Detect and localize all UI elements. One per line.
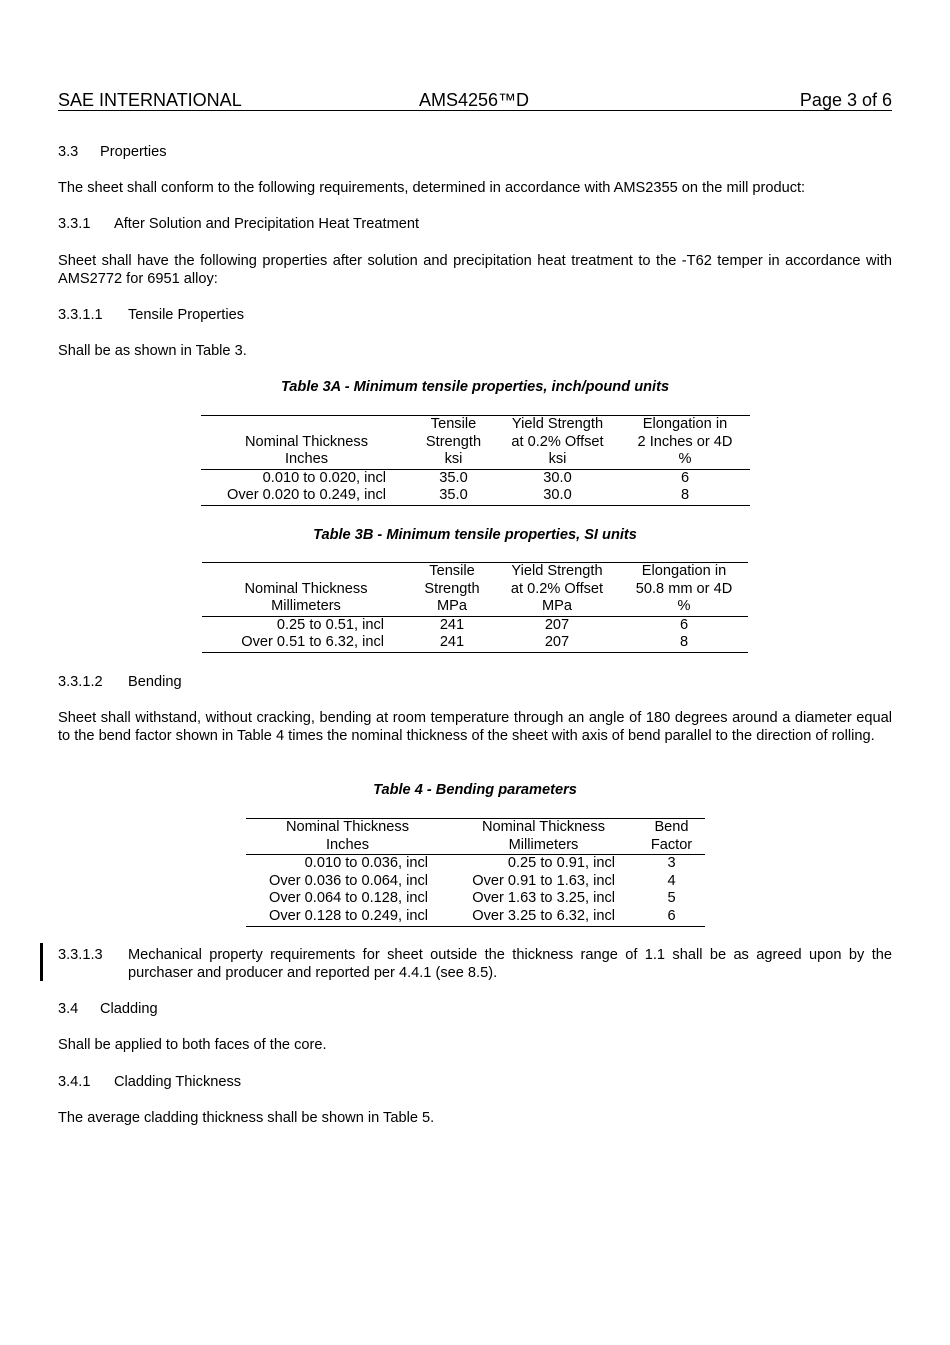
- table-cell: Over 3.25 to 6.32, incl: [449, 908, 638, 926]
- header-cell: at 0.2% Offset: [510, 580, 604, 597]
- table-row: [201, 469, 750, 487]
- table-cell: 6: [679, 616, 689, 633]
- section-number: 3.3.1.3: [58, 947, 103, 963]
- table-cell: 35.0: [412, 487, 495, 505]
- section-title: After Solution and Precipitation Heat Treatment: [114, 216, 420, 232]
- table-cell: 4: [667, 872, 676, 889]
- table-cell: 0.010 to 0.020, incl: [262, 469, 386, 486]
- header-organization: SAE INTERNATIONAL: [58, 90, 242, 110]
- header-cell: Nominal Thickness: [449, 819, 638, 837]
- header-cell: Strength: [424, 580, 480, 597]
- header-cell: Elongation in: [620, 416, 750, 434]
- header-cell: Nominal Thickness: [244, 580, 368, 597]
- header-cell: Yield Strength: [495, 416, 620, 434]
- section-title: Tensile Properties: [128, 307, 244, 323]
- table-header-row: [202, 563, 748, 581]
- table-3b-caption: Table 3B - Minimum tensile properties, SI units: [313, 527, 637, 543]
- table-cell: 5: [667, 890, 676, 907]
- header-cell: %: [620, 598, 748, 616]
- table-cell: Over 1.63 to 3.25, incl: [472, 890, 615, 907]
- table-cell: 6: [638, 908, 705, 926]
- table-4-caption: Table 4 - Bending parameters: [373, 782, 577, 798]
- section-number: 3.4.1: [58, 1074, 91, 1090]
- section-number: 3.3.1.2: [58, 674, 103, 690]
- section-3-3-1-paragraph: Sheet shall have the following properties after solution and precipitation heat treatment to the -T62 temper in accordance with AMS2772 for 6951 alloy:: [58, 253, 892, 287]
- section-number: 3.4: [58, 1001, 79, 1017]
- header-cell: at 0.2% Offset: [511, 433, 604, 450]
- table-3b: [202, 562, 748, 653]
- table-row: [202, 634, 748, 652]
- section-3-3-1-heading: [58, 215, 892, 233]
- header-cell: MPa: [410, 598, 494, 616]
- header-page-number: Page 3 of 6: [799, 90, 892, 110]
- section-3-4-paragraph: Shall be applied to both faces of the core.: [58, 1037, 327, 1053]
- header-cell: Millimeters: [202, 598, 410, 616]
- header-cell: Inches: [201, 451, 412, 469]
- table-row: [201, 487, 750, 505]
- table-cell: 3: [667, 855, 676, 872]
- header-cell: MPa: [494, 598, 620, 616]
- table-cell: Over 0.020 to 0.249, incl: [201, 487, 412, 505]
- header-cell: Tensile: [410, 563, 494, 581]
- section-title: Cladding Thickness: [114, 1074, 242, 1090]
- table-row: [246, 855, 705, 873]
- header-cell: Nominal Thickness: [246, 819, 449, 837]
- section-3-3-1-3: [58, 946, 892, 982]
- section-3-3-1-3-paragraph: Mechanical property requirements for sheet outside the thickness range of 1.1 shall be as agreed upon by the purchaser and producer and reported per 4.4.1 (see 8.5).: [128, 947, 892, 981]
- section-3-3-paragraph: The sheet shall conform to the following requirements, determined in accordance with AMS2355 on the mill product:: [58, 180, 806, 196]
- table-header-row: [201, 416, 750, 434]
- table-cell: 8: [620, 487, 750, 505]
- table-header-row: [246, 819, 705, 837]
- table-header-row: [201, 451, 750, 469]
- table-4: [246, 818, 705, 927]
- table-cell: 0.25 to 0.51, incl: [276, 616, 384, 633]
- section-3-3-1-2-paragraph: Sheet shall withstand, without cracking, bending at room temperature through an angle of 180 degrees around a diameter equal to the bend factor shown in Table 4 times the nominal thickness of the sheet with axis of bend parallel to the direction of rolling.: [58, 710, 892, 744]
- table-cell: 6: [680, 469, 690, 486]
- table-cell: 207: [544, 616, 570, 633]
- table-cell: 30.0: [543, 469, 572, 486]
- table-cell: Over 0.064 to 0.128, incl: [268, 890, 428, 907]
- header-cell: 50.8 mm or 4D: [635, 580, 733, 597]
- section-3-4-1-paragraph: The average cladding thickness shall be shown in Table 5.: [58, 1110, 435, 1126]
- section-3-3-1-1-heading: [58, 306, 892, 324]
- section-3-3-1-2-heading: [58, 673, 892, 691]
- table-cell: Over 0.036 to 0.064, incl: [268, 872, 428, 889]
- table-header-row: [202, 581, 748, 599]
- header-cell: [202, 563, 410, 581]
- section-title: Bending: [128, 674, 182, 690]
- header-cell: Tensile: [412, 416, 495, 434]
- section-3-4-1-heading: [58, 1073, 892, 1091]
- section-3-4-heading: [58, 1000, 892, 1018]
- table-cell: 207: [494, 634, 620, 652]
- table-cell: Over 0.51 to 6.32, incl: [202, 634, 410, 652]
- table-cell: Over 0.91 to 1.63, incl: [472, 872, 615, 889]
- header-cell: [201, 416, 412, 434]
- section-title: Cladding: [100, 1001, 158, 1017]
- section-number: 3.3.1.1: [58, 307, 103, 323]
- table-cell: 241: [410, 634, 494, 652]
- header-cell: Inches: [246, 837, 449, 855]
- table-3a-caption: Table 3A - Minimum tensile properties, inch/pound units: [280, 379, 670, 395]
- section-3-3-heading: [58, 143, 892, 161]
- table-cell: 30.0: [495, 487, 620, 505]
- table-header-row: [201, 434, 750, 452]
- table-row: [246, 908, 705, 926]
- header-cell: Millimeters: [449, 837, 638, 855]
- table-row: [202, 616, 748, 634]
- table-header-row: [246, 837, 705, 855]
- table-header-row: [202, 598, 748, 616]
- section-number: 3.3.1: [58, 216, 91, 232]
- table-cell: Over 0.128 to 0.249, incl: [246, 908, 449, 926]
- header-cell: %: [620, 451, 750, 469]
- section-3-3-1-1-paragraph: Shall be as shown in Table 3.: [58, 343, 247, 359]
- header-cell: ksi: [412, 451, 495, 469]
- header-cell: Factor: [638, 837, 705, 855]
- header-cell: Bend: [638, 819, 705, 837]
- header-cell: Elongation in: [620, 563, 748, 581]
- table-cell: 0.25 to 0.91, incl: [507, 855, 615, 872]
- revision-change-bar: [40, 943, 43, 981]
- header-document-number: AMS4256™D: [419, 90, 530, 110]
- table-cell: 8: [620, 634, 748, 652]
- page-header: [58, 90, 892, 111]
- section-number: 3.3: [58, 144, 79, 160]
- section-title: Properties: [100, 144, 167, 160]
- header-cell: 2 Inches or 4D: [637, 433, 733, 450]
- header-cell: Nominal Thickness: [244, 433, 368, 450]
- table-row: [246, 873, 705, 891]
- table-cell: 35.0: [439, 469, 468, 486]
- header-cell: Yield Strength: [494, 563, 620, 581]
- header-cell: ksi: [495, 451, 620, 469]
- table-row: [246, 890, 705, 908]
- table-cell: 241: [439, 616, 465, 633]
- header-cell: Strength: [425, 433, 482, 450]
- table-cell: 0.010 to 0.036, incl: [304, 855, 428, 872]
- table-3a: [201, 415, 750, 506]
